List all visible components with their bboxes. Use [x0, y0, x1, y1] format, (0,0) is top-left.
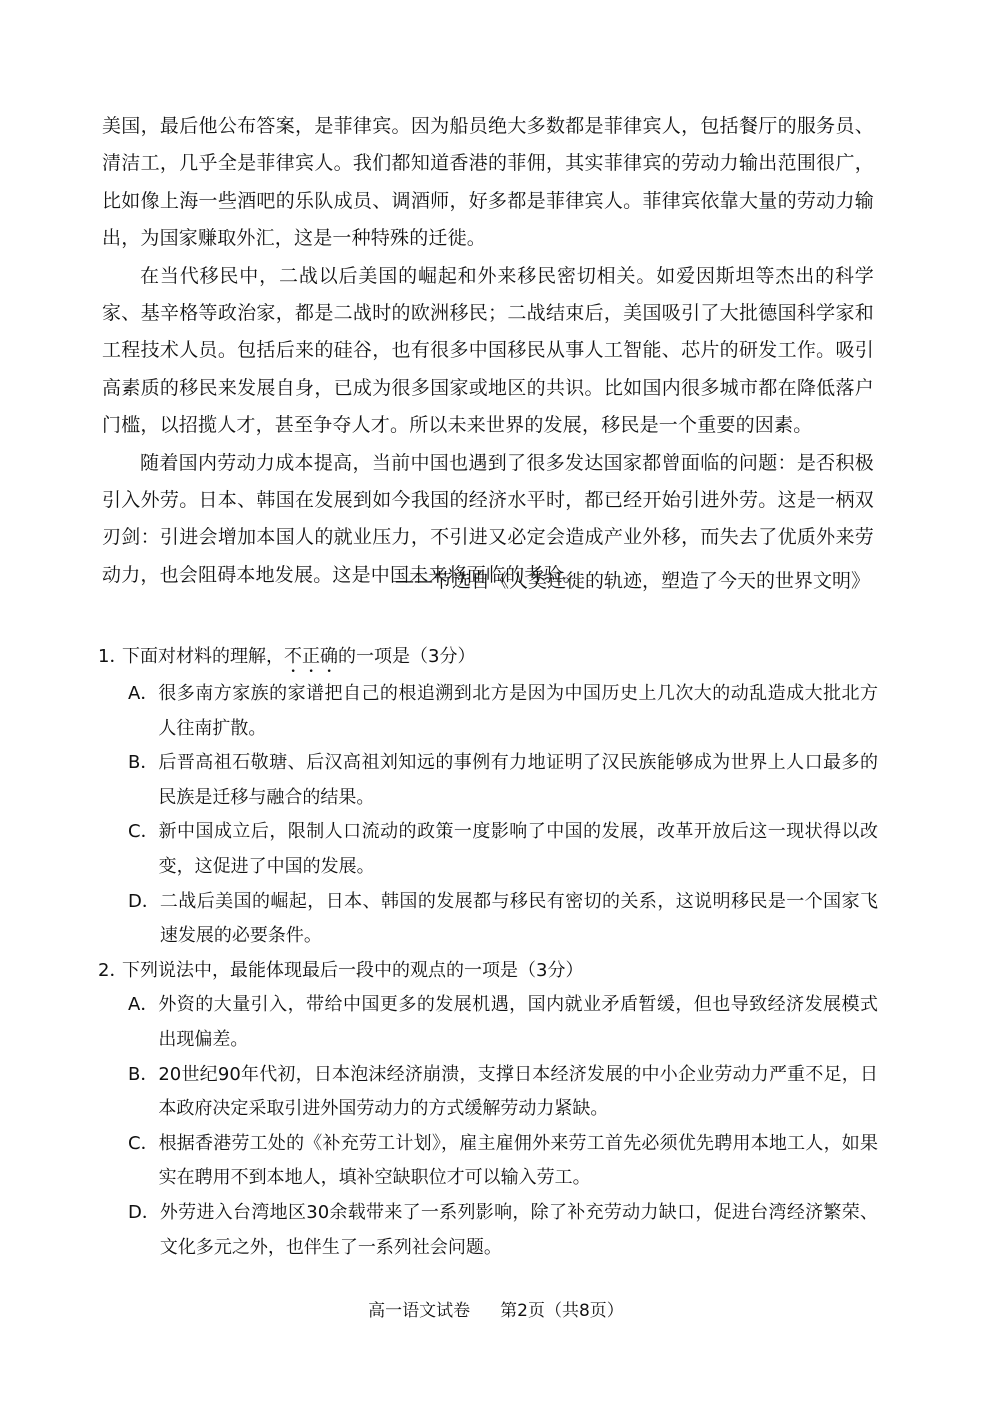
page-number: 第2页（共8页）: [500, 1301, 624, 1321]
option-text: 20世纪90年代初，日本泡沫经济崩溃，支撑日本经济发展的中小企业劳动力严重不足，日本政府决定采取引进外国劳动力的方式缓解劳动力紧缺。: [158, 1063, 878, 1120]
option-a: [128, 988, 878, 1057]
passage-paragraph-1: 美国，最后他公布答案，是菲律宾。因为船员绝大多数都是菲律宾人，包括餐厅的服务员、清洁工，几乎全是菲律宾人。我们都知道香港的菲佣，其实菲律宾的劳动力输出范围很广，比如像上海一些酒吧的乐队成员、调酒师，好多都是菲律宾人。菲律宾依靠大量的劳动力输出，为国家赚取外汇，这是一种特殊的迁徙。: [102, 115, 874, 250]
question-stem-text-end: 的一项是（3分）: [338, 646, 476, 667]
question-stem-emphasis: 不正确: [284, 646, 338, 667]
option-d: [128, 885, 878, 954]
question-list: [98, 640, 878, 1265]
option-c: [128, 815, 878, 884]
passage-paragraph-2: 在当代移民中，二战以后美国的崛起和外来移民密切相关。如爱因斯坦等杰出的科学家、基辛格等政治家，都是二战时的欧洲移民；二战结束后，美国吸引了大批德国科学家和工程技术人员。包括后来的硅谷，也有很多中国移民从事人工智能、芯片的研发工作。吸引高素质的移民来发展自身，已成为很多国家或地区的共识。比如国内很多城市都在降低落户门槛，以招揽人才，甚至争夺人才。所以未来世界的发展，移民是一个重要的因素。: [102, 264, 874, 437]
reading-passage: [102, 108, 874, 594]
option-text: 很多南方家族的家谱把自己的根追溯到北方是因为中国历史上几次大的动乱造成大批北方人往南扩散。: [158, 683, 878, 739]
option-text: 外资的大量引入，带给中国更多的发展机遇，国内就业矛盾暂缓，但也导致经济发展模式出现偏差。: [158, 994, 878, 1050]
option-letter: C．: [128, 1132, 159, 1154]
option-letter: A．: [128, 994, 159, 1016]
exam-name: 高一语文试卷: [368, 1301, 471, 1321]
option-text: 外劳进入台湾地区30余载带来了一系列影响，除了补充劳动力缺口，促进台湾经济繁荣、文化多元之外，也伴生了一系列社会问题。: [159, 1201, 878, 1258]
option-d: [128, 1196, 878, 1265]
option-letter: B．: [128, 1063, 159, 1085]
option-text: 新中国成立后，限制人口流动的政策一度影响了中国的发展，改革开放后这一现状得以改变，这促进了中国的发展。: [158, 821, 878, 877]
passage-paragraph-3: 随着国内劳动力成本提高，当前中国也遇到了很多发达国家都曾面临的问题：是否积极引入外劳。日本、韩国在发展到如今我国的经济水平时，都已经开始引进外劳。这是一柄双刃剑：引进会增加本国人的就业压力，不引进又必定会造成产业外移，而失去了优质外来劳动力，也会阻碍本地发展。这是中国未来将面临的考验。: [102, 451, 874, 586]
question-stem-text: 下列说法中，最能体现最后一段中的观点的一项是（3分）: [122, 959, 584, 981]
option-c: [128, 1127, 878, 1196]
passage-source: ——节选自《人类迁徙的轨迹，塑造了今天的世界文明》: [394, 570, 870, 592]
option-letter: C．: [128, 821, 159, 843]
option-b: [128, 1058, 878, 1127]
option-letter: A．: [128, 683, 159, 704]
question-number: 2．: [98, 959, 128, 981]
option-letter: B．: [128, 752, 159, 774]
option-text: 根据香港劳工处的《补充劳工计划》，雇主雇佣外来劳工首先必须优先聘用本地工人，如果实在聘用不到本地人，填补空缺职位才可以输入劳工。: [158, 1132, 878, 1189]
option-a: [128, 677, 878, 746]
option-text: 后晋高祖石敬瑭、后汉高祖刘知远的事例有力地证明了汉民族能够成为世界上人口最多的民族是迁移与融合的结果。: [158, 752, 878, 808]
page-footer: [0, 1296, 992, 1321]
option-letter: D．: [128, 890, 160, 912]
option-letter: D．: [128, 1201, 160, 1223]
option-text: 二战后美国的崛起，日本、韩国的发展都与移民有密切的关系，这说明移民是一个国家飞速发展的必要条件。: [159, 890, 878, 947]
question-stem: [98, 640, 878, 677]
question-2: [98, 954, 878, 1265]
question-number: 1．: [98, 646, 128, 667]
question-1: [98, 640, 878, 954]
question-stem-text: 下面对材料的理解，: [122, 646, 284, 667]
question-stem: [98, 954, 878, 989]
option-b: [128, 746, 878, 815]
